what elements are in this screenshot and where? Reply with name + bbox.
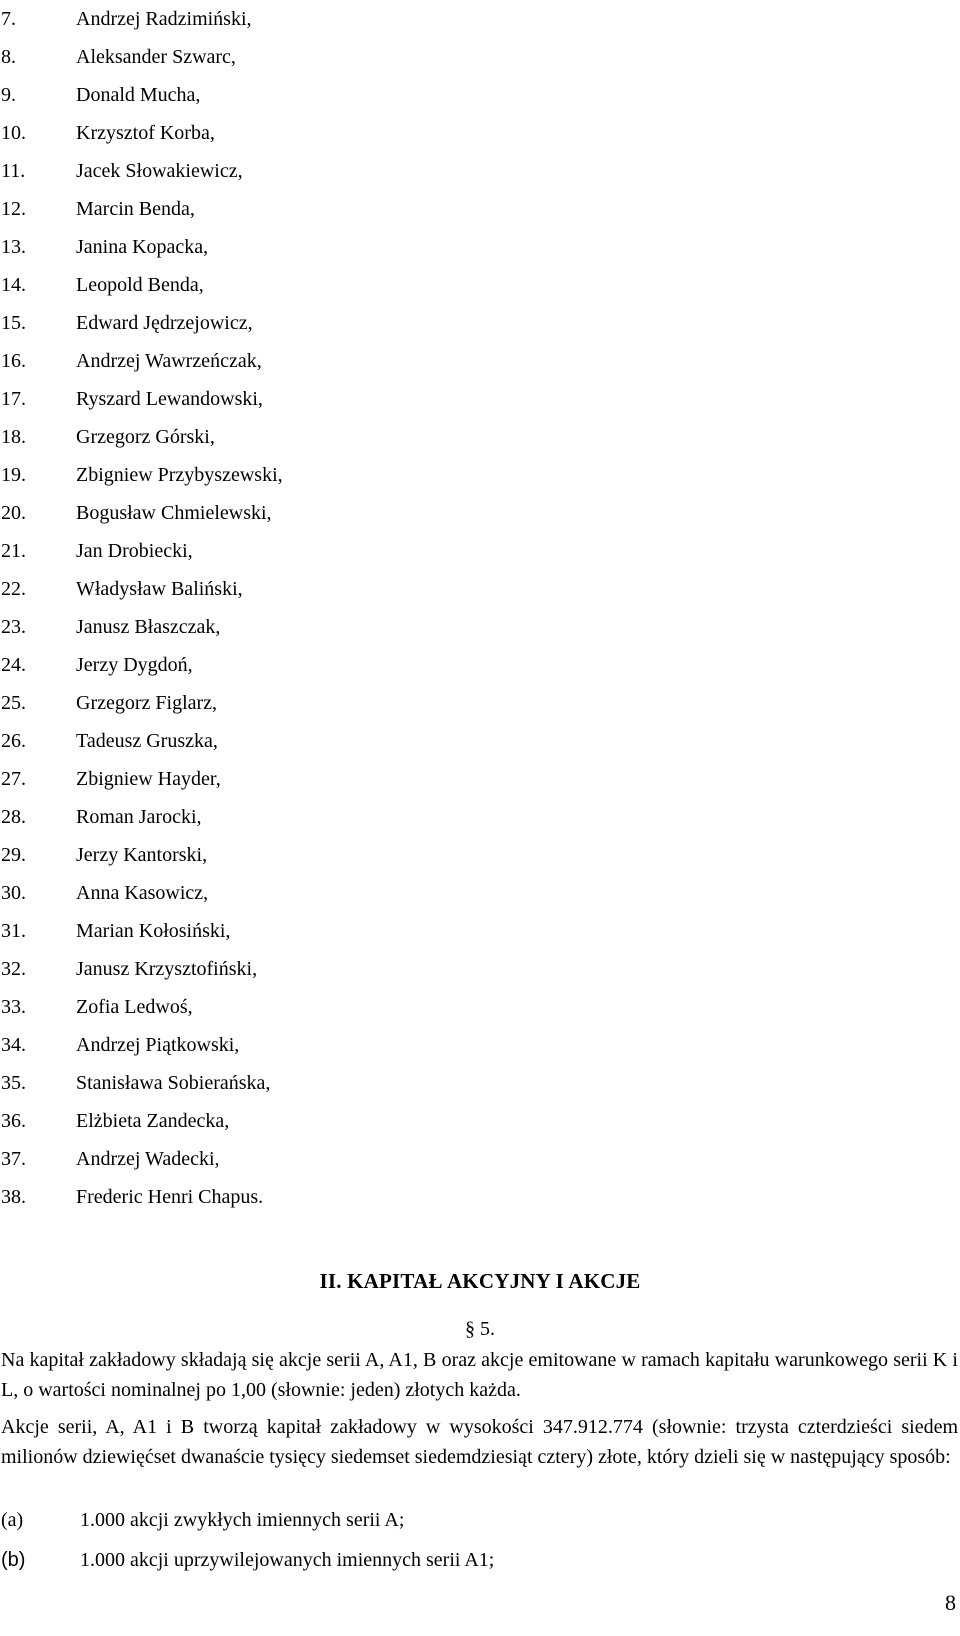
paragraph-capital-amount: Akcje serii, A, A1 i B tworzą kapitał zakładowy w wysokości 347.912.774 (słownie: trzysta czterdzieści siedem milionów dziewięćset dwanaście tysięcy siedemset siedemdziesiąt cztery) złote, który dzieli się w następujący sposób: bbox=[1, 1416, 958, 1468]
list-item-number: 26. bbox=[1, 730, 26, 752]
list-item-name: Stanisława Sobierańska, bbox=[76, 1072, 271, 1094]
list-item-name: Janusz Błaszczak, bbox=[76, 616, 221, 638]
list-item-name: Donald Mucha, bbox=[76, 84, 201, 106]
list-item-name: Zbigniew Hayder, bbox=[76, 768, 221, 790]
list-item-number: 25. bbox=[1, 692, 26, 714]
share-item-text: 1.000 akcji uprzywilejowanych imiennych serii A1; bbox=[80, 1549, 495, 1571]
list-item-number: 22. bbox=[1, 578, 26, 600]
list-item-name: Krzysztof Korba, bbox=[76, 122, 215, 144]
list-item-number: 24. bbox=[1, 654, 26, 676]
list-item-name: Grzegorz Górski, bbox=[76, 426, 215, 448]
list-item-number: 30. bbox=[1, 882, 26, 904]
list-item-name: Marian Kołosiński, bbox=[76, 920, 231, 942]
list-item-name: Frederic Henri Chapus. bbox=[76, 1186, 264, 1208]
list-item-number: 29. bbox=[1, 844, 26, 866]
list-item-name: Anna Kasowicz, bbox=[76, 882, 209, 904]
paragraph-share-capital: Na kapitał zakładowy składają się akcje serii A, A1, B oraz akcje emitowane w ramach kapitału warunkowego serii K i L, o wartości nominalnej po 1,00 (słownie: jeden) złotych każda. bbox=[1, 1349, 958, 1401]
list-item-name: Leopold Benda, bbox=[76, 274, 204, 296]
list-item-number: 27. bbox=[1, 768, 26, 790]
list-item-number: 36. bbox=[1, 1110, 26, 1132]
list-item-number: 38. bbox=[1, 1186, 26, 1208]
list-item-name: Bogusław Chmielewski, bbox=[76, 502, 272, 524]
list-item-number: 33. bbox=[1, 996, 26, 1018]
share-item-label: (a) bbox=[1, 1509, 24, 1531]
list-item-name: Jerzy Dygdoń, bbox=[76, 654, 193, 676]
list-item-name: Roman Jarocki, bbox=[76, 806, 202, 828]
list-item-name: Aleksander Szwarc, bbox=[76, 46, 236, 68]
list-item-number: 32. bbox=[1, 958, 26, 980]
page-number: 8 bbox=[945, 1590, 956, 1615]
list-item-name: Andrzej Wawrzeńczak, bbox=[76, 350, 262, 372]
list-item-number: 21. bbox=[1, 540, 26, 562]
list-item-number: 31. bbox=[1, 920, 26, 942]
chapter-heading: II. KAPITAŁ AKCYJNY I AKCJE bbox=[319, 1269, 641, 1293]
list-item-name: Edward Jędrzejowicz, bbox=[76, 312, 253, 334]
section-mark: § 5. bbox=[465, 1318, 495, 1340]
list-item-number: 17. bbox=[1, 388, 26, 410]
list-item-name: Jerzy Kantorski, bbox=[76, 844, 208, 866]
share-item bbox=[1, 1505, 901, 1535]
share-item bbox=[1, 1545, 901, 1575]
share-item-text: 1.000 akcji zwykłych imiennych serii A; bbox=[80, 1509, 405, 1531]
list-item-name: Janusz Krzysztofiński, bbox=[76, 958, 258, 980]
list-item-name: Andrzej Wadecki, bbox=[76, 1148, 220, 1170]
list-item-number: 28. bbox=[1, 806, 26, 828]
list-item-number: 18. bbox=[1, 426, 26, 448]
list-item-number: 16. bbox=[1, 350, 26, 372]
list-item-number: 11. bbox=[1, 160, 26, 182]
list-item-number: 19. bbox=[1, 464, 26, 486]
list-item-number: 13. bbox=[1, 236, 26, 258]
list-item-name: Marcin Benda, bbox=[76, 198, 195, 220]
list-item-name: Andrzej Radzimiński, bbox=[76, 8, 252, 30]
list-item-number: 37. bbox=[1, 1148, 26, 1170]
share-item-label: (b) bbox=[1, 1549, 26, 1571]
list-item-name: Jacek Słowakiewicz, bbox=[76, 160, 243, 182]
list-item-number: 34. bbox=[1, 1034, 26, 1056]
list-item-number: 35. bbox=[1, 1072, 26, 1094]
list-item-number: 12. bbox=[1, 198, 26, 220]
list-item-name: Jan Drobiecki, bbox=[76, 540, 193, 562]
list-item-name: Tadeusz Gruszka, bbox=[76, 730, 218, 752]
list-item-name: Ryszard Lewandowski, bbox=[76, 388, 263, 410]
list-item-number: 9. bbox=[1, 84, 16, 106]
list-item-name: Andrzej Piątkowski, bbox=[76, 1034, 240, 1056]
list-item-name: Władysław Baliński, bbox=[76, 578, 243, 600]
list-item-number: 20. bbox=[1, 502, 26, 524]
list-item-name: Grzegorz Figlarz, bbox=[76, 692, 218, 714]
list-item-name: Zofia Ledwoś, bbox=[76, 996, 193, 1018]
list-item-number: 10. bbox=[1, 122, 26, 144]
list-item-name: Janina Kopacka, bbox=[76, 236, 209, 258]
list-item-number: 14. bbox=[1, 274, 26, 296]
list-item-name: Zbigniew Przybyszewski, bbox=[76, 464, 283, 486]
list-item-number: 23. bbox=[1, 616, 26, 638]
list-item-number: 8. bbox=[1, 46, 16, 68]
list-item-number: 7. bbox=[1, 8, 16, 30]
list-item-name: Elżbieta Zandecka, bbox=[76, 1110, 230, 1132]
list-item-number: 15. bbox=[1, 312, 26, 334]
